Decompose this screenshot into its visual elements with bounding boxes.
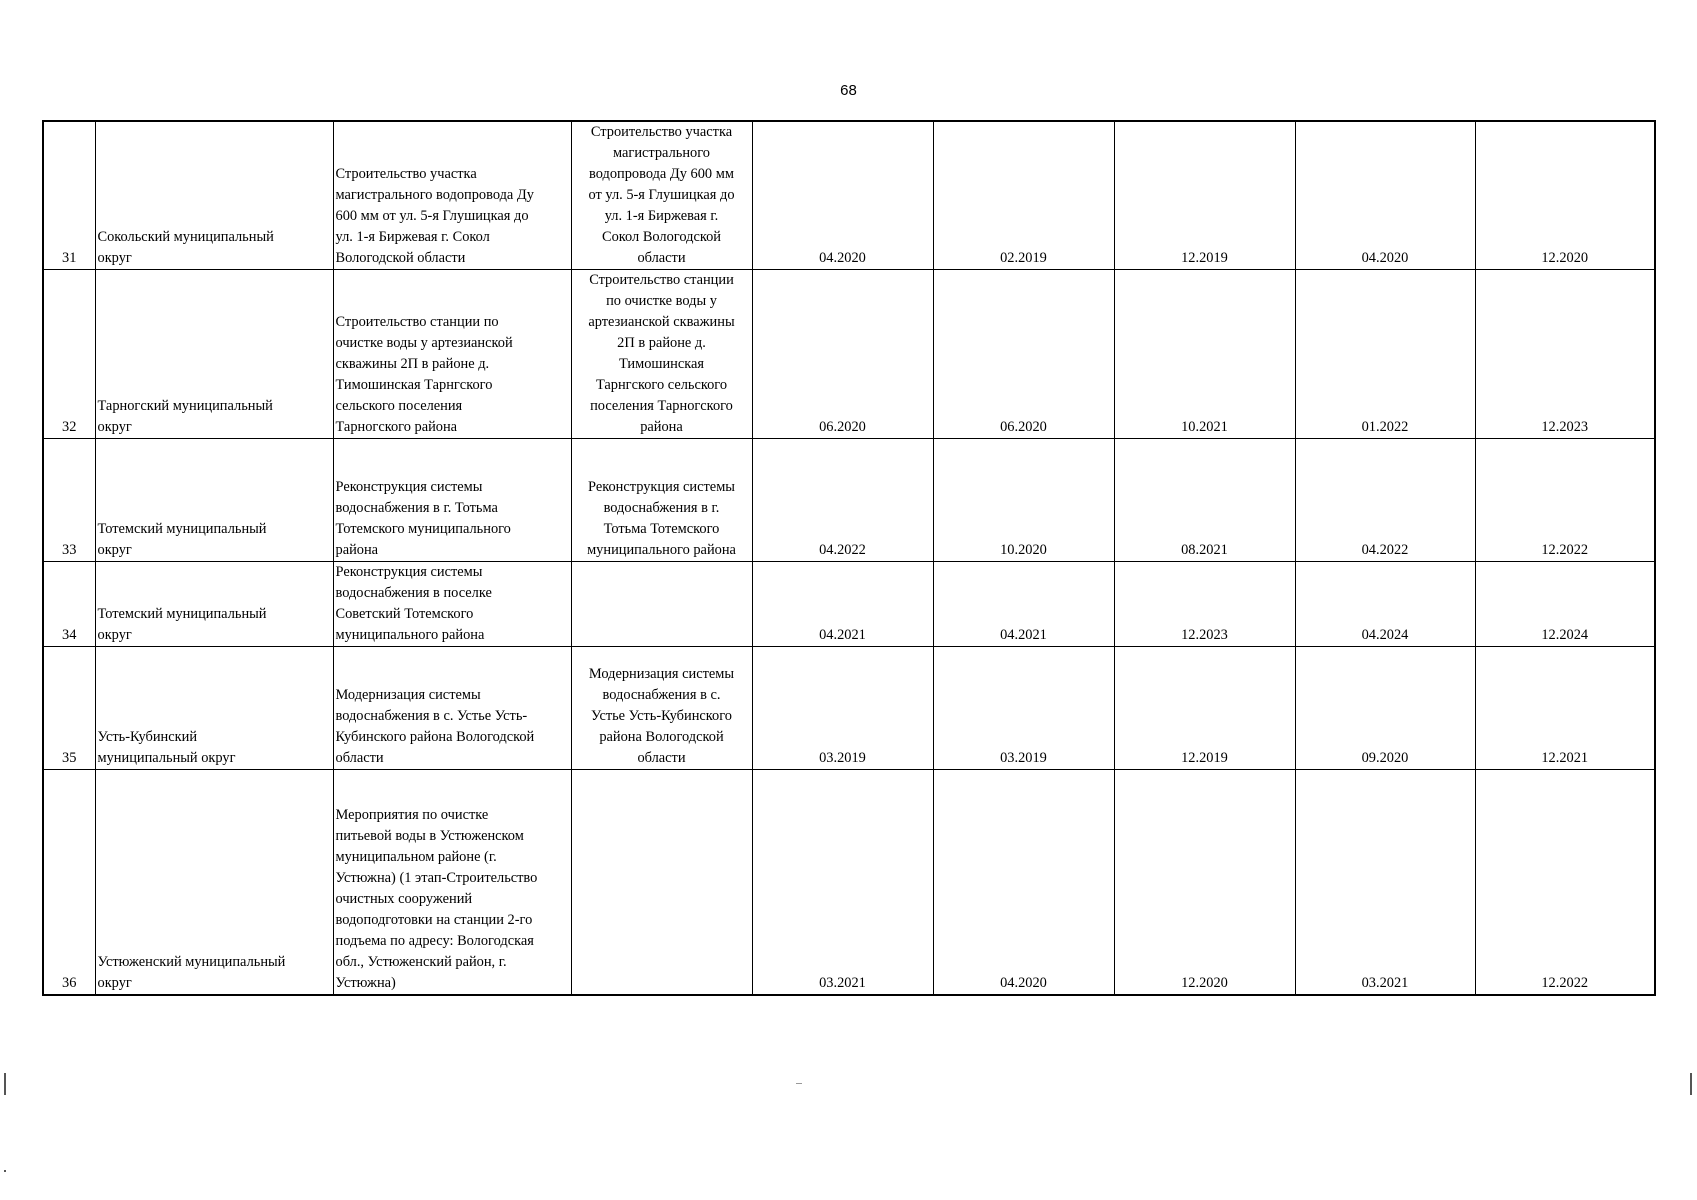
- date-cell: 12.2022: [1475, 770, 1655, 995]
- table-row: [43, 770, 1655, 995]
- date-cell: 03.2019: [933, 647, 1114, 770]
- date-cell: 12.2022: [1475, 439, 1655, 562]
- object-name-cell: Реконструкция системы водоснабжения в г. Тотьма Тотемского муниципального района: [571, 439, 752, 562]
- table-row: [43, 270, 1655, 439]
- date-cell: 12.2020: [1475, 121, 1655, 270]
- object-cell: Строительство станции по очистке воды у артезианской скважины 2П в районе д. Тимошинская Тарнгского сельского поселения Тарногского района: [333, 270, 571, 439]
- date-cell: 04.2022: [1295, 439, 1475, 562]
- object-name-cell: [571, 770, 752, 995]
- row-number: 36: [43, 770, 95, 995]
- date-cell: 04.2020: [1295, 121, 1475, 270]
- page-number: 68: [840, 82, 857, 99]
- municipality-cell: Тотемский муниципальный округ: [95, 562, 333, 647]
- row-number: 32: [43, 270, 95, 439]
- row-number: 35: [43, 647, 95, 770]
- scan-artifact-left-dot: [4, 1170, 6, 1172]
- object-cell: Мероприятия по очистке питьевой воды в Устюженском муниципальном районе (г. Устюжна) (1 этап-Строительство очистных сооружений водоподготовки на станции 2-го подъема по адресу: Вологодская обл., Устюженский район, г. Устюжна): [333, 770, 571, 995]
- object-name-cell: Модернизация системы водоснабжения в с. Устье Усть-Кубинского района Вологодской области: [571, 647, 752, 770]
- scan-artifact-left: [4, 1073, 6, 1095]
- date-cell: 04.2024: [1295, 562, 1475, 647]
- date-cell: 12.2021: [1475, 647, 1655, 770]
- date-cell: 04.2020: [752, 121, 933, 270]
- date-cell: 04.2022: [752, 439, 933, 562]
- date-cell: 09.2020: [1295, 647, 1475, 770]
- row-number: 34: [43, 562, 95, 647]
- table-row: [43, 562, 1655, 647]
- table-row: [43, 439, 1655, 562]
- date-cell: 04.2021: [933, 562, 1114, 647]
- object-name-cell: [571, 562, 752, 647]
- date-cell: 03.2021: [752, 770, 933, 995]
- date-cell: 12.2020: [1114, 770, 1295, 995]
- row-number: 33: [43, 439, 95, 562]
- projects-table: [42, 120, 1656, 996]
- table-row: [43, 121, 1655, 270]
- object-name-cell: Строительство станции по очистке воды у артезианской скважины 2П в районе д. Тимошинская Тарнгского сельского поселения Тарногского района: [571, 270, 752, 439]
- object-cell: Строительство участка магистрального водопровода Ду 600 мм от ул. 5-я Глушицкая до ул. 1-я Биржевая г. Сокол Вологодской области: [333, 121, 571, 270]
- date-cell: 06.2020: [933, 270, 1114, 439]
- municipality-cell: Сокольский муниципальный округ: [95, 121, 333, 270]
- municipality-cell: Тотемский муниципальный округ: [95, 439, 333, 562]
- date-cell: 10.2020: [933, 439, 1114, 562]
- date-cell: 10.2021: [1114, 270, 1295, 439]
- municipality-cell: Устюженский муниципальный округ: [95, 770, 333, 995]
- date-cell: 04.2020: [933, 770, 1114, 995]
- date-cell: 01.2022: [1295, 270, 1475, 439]
- date-cell: 03.2021: [1295, 770, 1475, 995]
- table-row: [43, 647, 1655, 770]
- date-cell: 12.2019: [1114, 121, 1295, 270]
- date-cell: 02.2019: [933, 121, 1114, 270]
- object-cell: Модернизация системы водоснабжения в с. Устье Усть- Кубинского района Вологодской области: [333, 647, 571, 770]
- date-cell: 12.2023: [1114, 562, 1295, 647]
- scan-artifact-right: [1690, 1073, 1692, 1095]
- date-cell: 04.2021: [752, 562, 933, 647]
- municipality-cell: Тарногский муниципальный округ: [95, 270, 333, 439]
- date-cell: 06.2020: [752, 270, 933, 439]
- object-cell: Реконструкция системы водоснабжения в поселке Советский Тотемского муниципального района: [333, 562, 571, 647]
- date-cell: 12.2024: [1475, 562, 1655, 647]
- date-cell: 12.2019: [1114, 647, 1295, 770]
- date-cell: 03.2019: [752, 647, 933, 770]
- date-cell: 08.2021: [1114, 439, 1295, 562]
- date-cell: 12.2023: [1475, 270, 1655, 439]
- object-cell: Реконструкция системы водоснабжения в г. Тотьма Тотемского муниципального района: [333, 439, 571, 562]
- municipality-cell: Усть-Кубинский муниципальный округ: [95, 647, 333, 770]
- scan-artifact-center: [796, 1083, 802, 1084]
- row-number: 31: [43, 121, 95, 270]
- object-name-cell: Строительство участка магистрального водопровода Ду 600 мм от ул. 5-я Глушицкая до ул. 1-я Биржевая г. Сокол Вологодской области: [571, 121, 752, 270]
